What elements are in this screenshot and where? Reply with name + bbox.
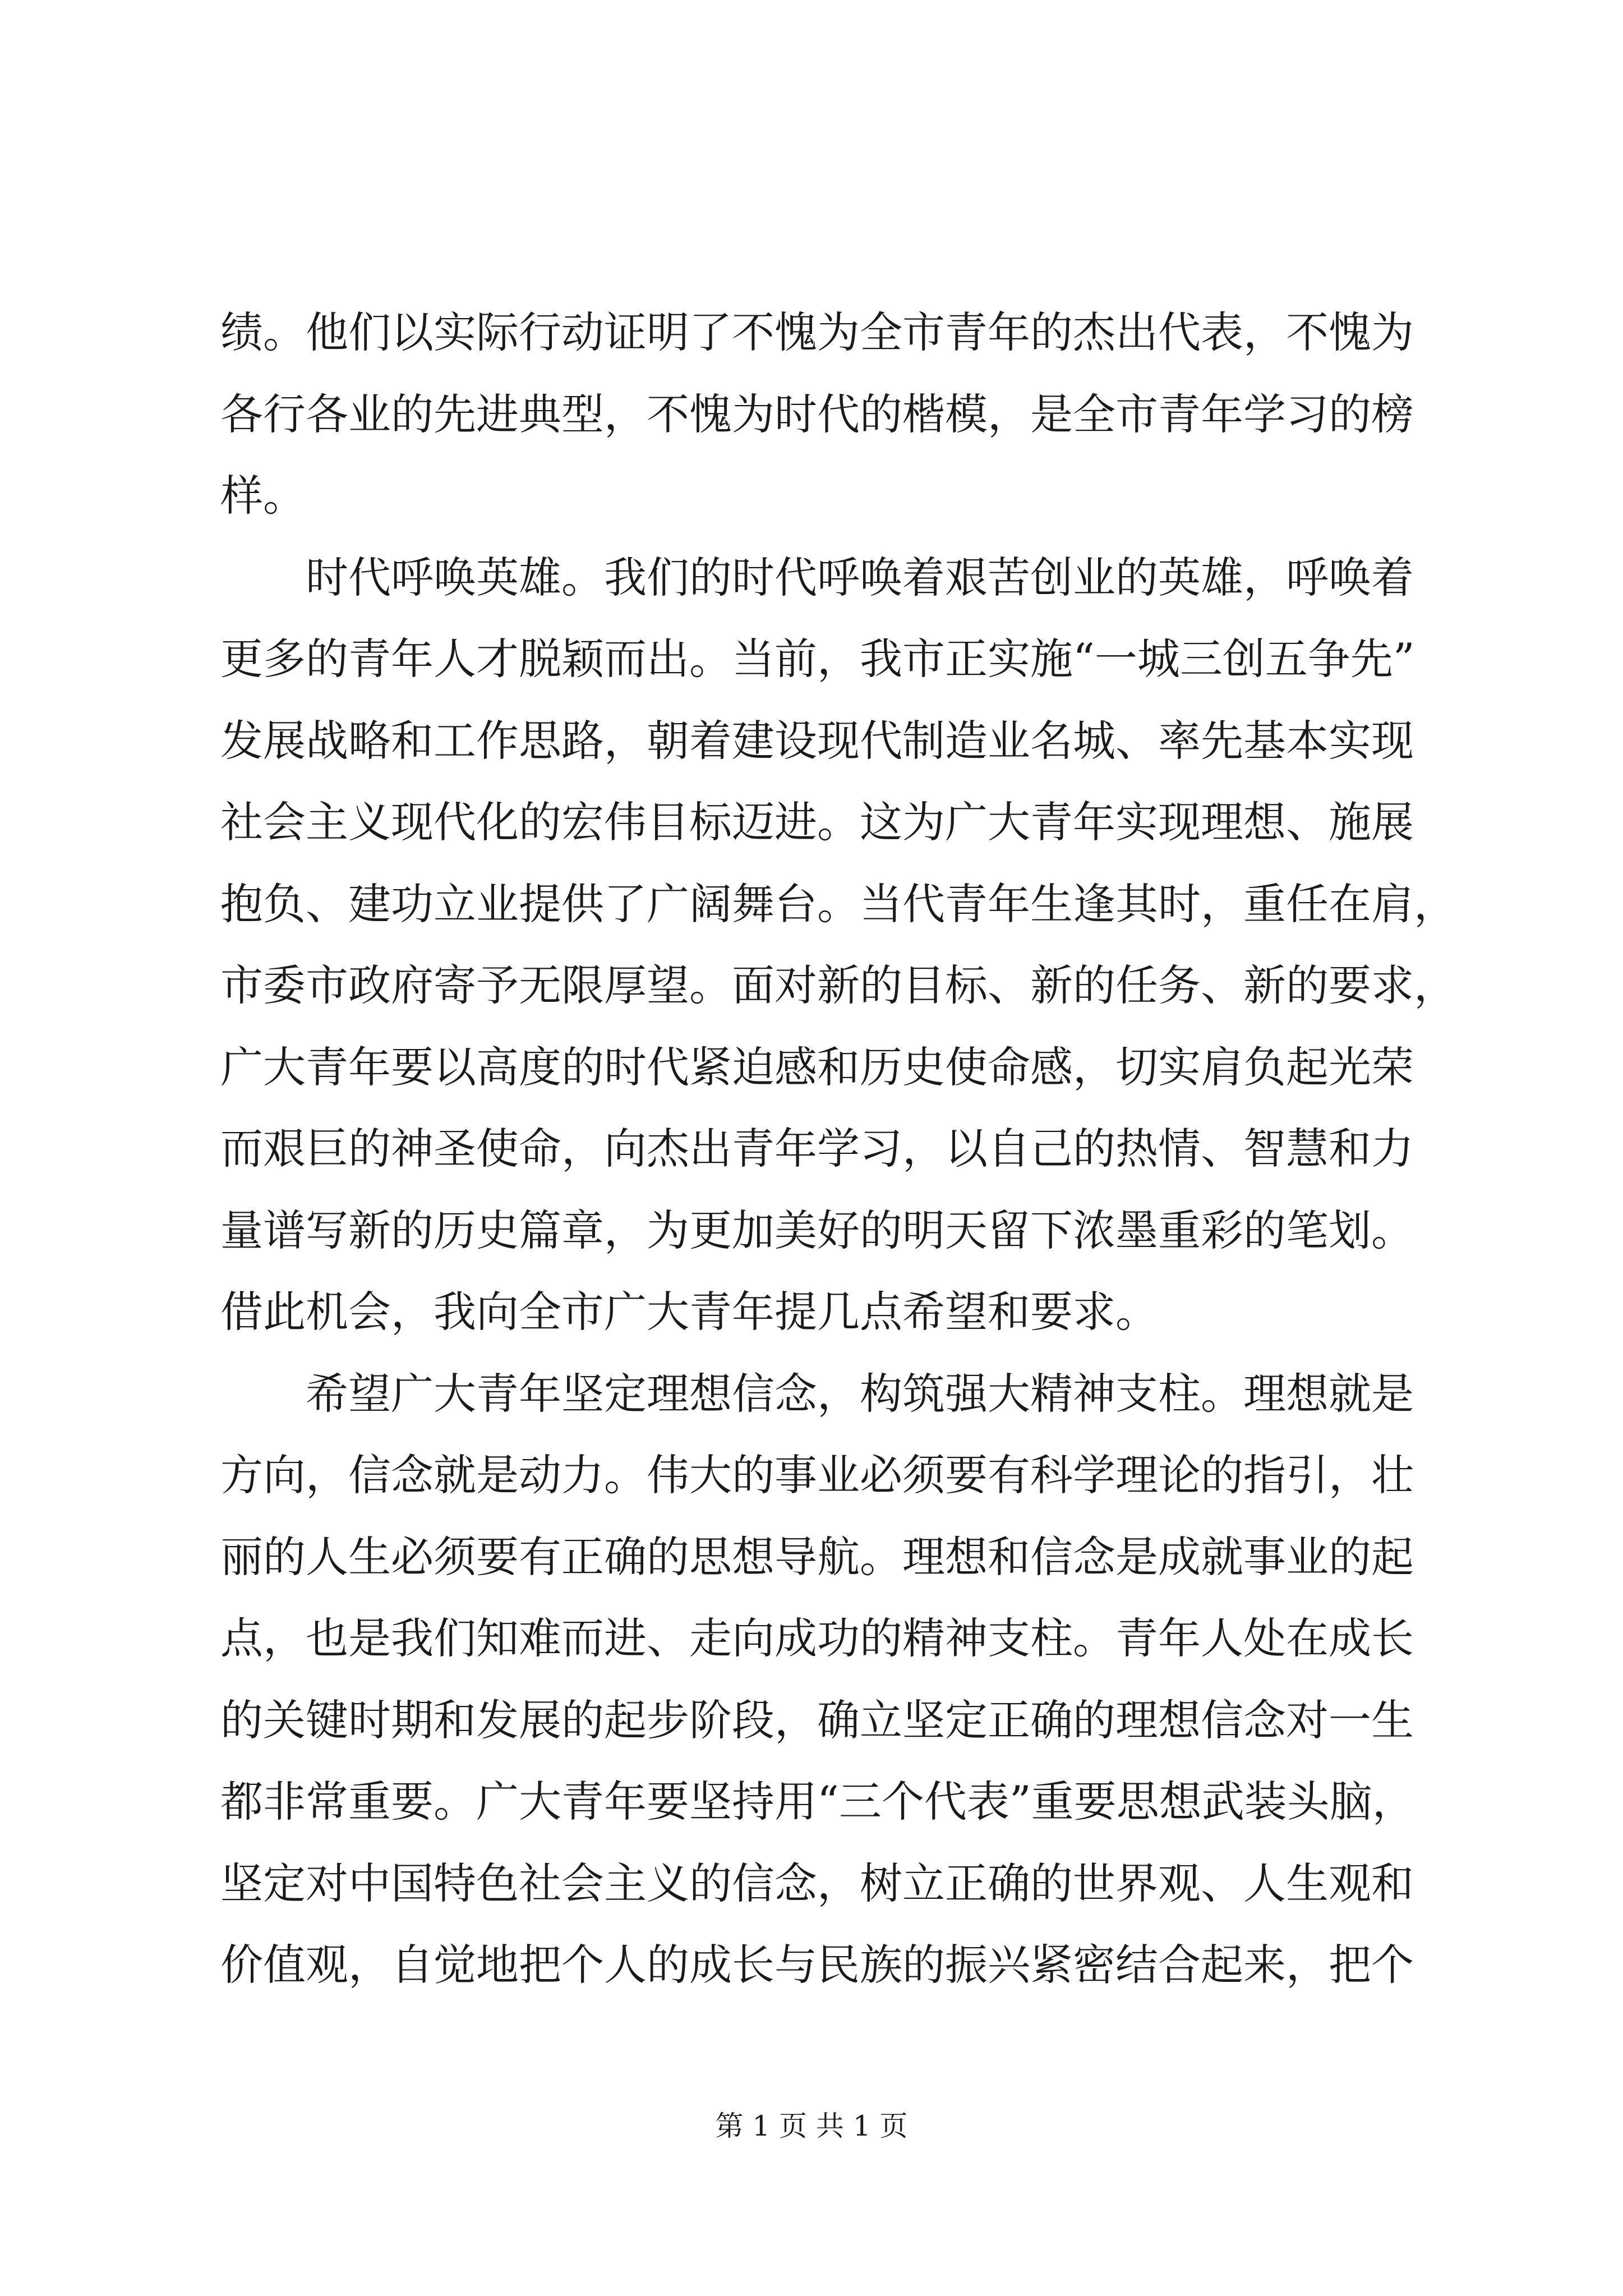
text-line: 市委市政府寄予无限厚望。面对新的目标、新的任务、新的要求， bbox=[220, 960, 1456, 1010]
text-line: 点，也是我们知难而进、走向成功的精神支柱。青年人处在成长 bbox=[220, 1613, 1414, 1663]
text-line: 各行各业的先进典型，不愧为时代的楷模，是全市青年学习的榜 bbox=[220, 389, 1414, 439]
text-line: 而艰巨的神圣使命，向杰出青年学习，以自己的热情、智慧和力 bbox=[220, 1124, 1414, 1174]
text-line: 丽的人生必须要有正确的思想导航。理想和信念是成就事业的起 bbox=[220, 1531, 1414, 1582]
text-line: 发展战略和工作思路，朝着建设现代制造业名城、率先基本实现 bbox=[220, 715, 1414, 766]
text-line: 坚定对中国特色社会主义的信念，树立正确的世界观、人生观和 bbox=[220, 1858, 1414, 1908]
text-line: 时代呼唤英雄。我们的时代呼唤着艰苦创业的英雄，呼唤着 bbox=[220, 552, 1414, 602]
page-number-footer: 第 1 页 共 1 页 bbox=[715, 2110, 908, 2142]
text-line: 广大青年要以高度的时代紧迫感和历史使命感，切实肩负起光荣 bbox=[220, 1042, 1414, 1092]
text-line: 更多的青年人才脱颖而出。当前，我市正实施“一城三创五争先” bbox=[220, 634, 1415, 684]
body-text bbox=[220, 292, 1456, 2006]
text-line: 抱负、建功立业提供了广阔舞台。当代青年生逢其时，重任在肩， bbox=[220, 878, 1456, 929]
text-line: 都非常重要。广大青年要坚持用“三个代表”重要思想武装头脑， bbox=[220, 1777, 1415, 1826]
text-line: 样。 bbox=[220, 471, 306, 521]
text-line: 借此机会，我向全市广大青年提几点希望和要求。 bbox=[220, 1287, 1158, 1337]
text-line: 绩。他们以实际行动证明了不愧为全市青年的杰出代表，不愧为 bbox=[220, 307, 1414, 357]
text-line: 方向，信念就是动力。伟大的事业必须要有科学理论的指引，壮 bbox=[220, 1450, 1414, 1500]
text-line: 量谱写新的历史篇章，为更加美好的明天留下浓墨重彩的笔划。 bbox=[220, 1205, 1414, 1255]
text-line: 价值观，自觉地把个人的成长与民族的振兴紧密结合起来，把个 bbox=[220, 1940, 1414, 1990]
text-line: 社会主义现代化的宏伟目标迈进。这为广大青年实现理想、施展 bbox=[220, 797, 1414, 847]
text-line: 希望广大青年坚定理想信念，构筑强大精神支柱。理想就是 bbox=[220, 1368, 1414, 1419]
text-line: 的关键时期和发展的起步阶段，确立坚定正确的理想信念对一生 bbox=[220, 1695, 1414, 1745]
